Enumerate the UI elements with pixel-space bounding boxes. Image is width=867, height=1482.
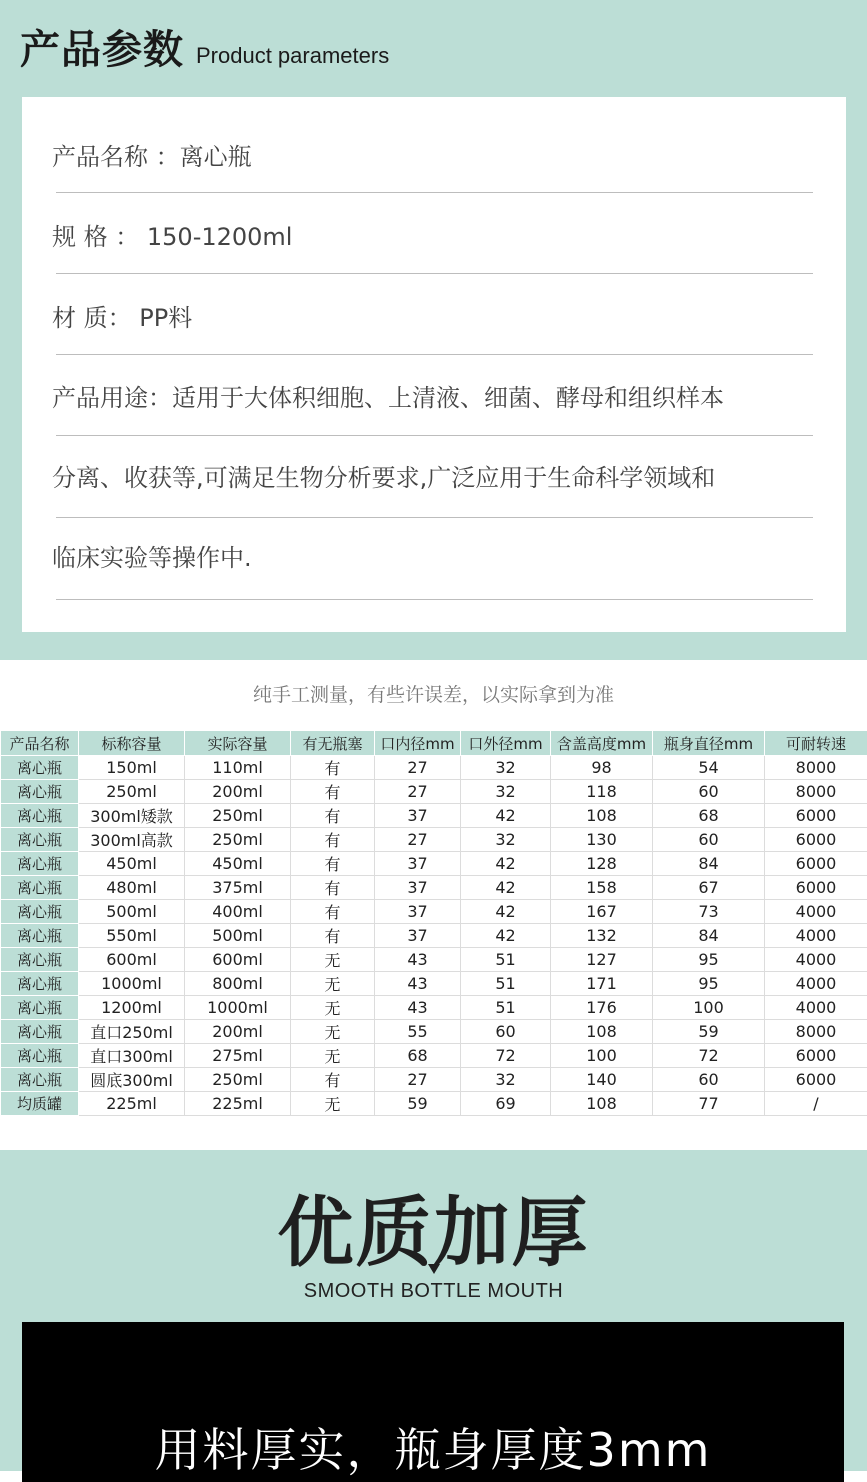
table-cell: 72 [653, 1044, 765, 1068]
table-row [1, 948, 867, 972]
table-cell: 直口250ml [79, 1020, 185, 1044]
feature-title: 优质加厚 [0, 1172, 867, 1281]
section-title [20, 18, 389, 75]
product-name-cell: 离心瓶 [1, 1020, 79, 1044]
table-cell: 800ml [185, 972, 291, 996]
product-name-cell: 离心瓶 [1, 1068, 79, 1092]
table-cell: 250ml [185, 828, 291, 852]
table-cell: 51 [461, 948, 551, 972]
table-cell: 250ml [79, 780, 185, 804]
table-cell: 27 [375, 780, 461, 804]
table-cell: 32 [461, 828, 551, 852]
table-cell: 1000ml [79, 972, 185, 996]
table-cell: 167 [551, 900, 653, 924]
product-name-cell: 离心瓶 [1, 1044, 79, 1068]
product-name-cell: 均质罐 [1, 1092, 79, 1116]
table-cell: 4000 [765, 924, 867, 948]
table-cell: 108 [551, 1092, 653, 1116]
table-cell: 有 [291, 1068, 375, 1092]
table-cell: 51 [461, 996, 551, 1020]
table-cell: 130 [551, 828, 653, 852]
product-name-cell: 离心瓶 [1, 780, 79, 804]
table-cell: 42 [461, 804, 551, 828]
table-cell: 60 [653, 1068, 765, 1092]
table-cell: 95 [653, 972, 765, 996]
table-row [1, 852, 867, 876]
table-cell: 98 [551, 756, 653, 780]
table-cell: 600ml [185, 948, 291, 972]
spec-material: 材 质： PP料 [52, 298, 822, 333]
product-name-cell: 离心瓶 [1, 972, 79, 996]
table-cell: 1000ml [185, 996, 291, 1020]
table-cell: 6000 [765, 804, 867, 828]
table-cell: 43 [375, 948, 461, 972]
table-cell: 550ml [79, 924, 185, 948]
table-cell: 4000 [765, 900, 867, 924]
table-cell: 73 [653, 900, 765, 924]
table-cell: 84 [653, 852, 765, 876]
table-row [1, 1044, 867, 1068]
table-row [1, 828, 867, 852]
column-header: 口外径mm [461, 731, 551, 756]
table-cell: 有 [291, 900, 375, 924]
feature-subtitle: SMOOTH BOTTLE MOUTH [0, 1280, 867, 1303]
table-cell: 140 [551, 1068, 653, 1092]
parameters-table-wrap [0, 730, 867, 1116]
table-cell: 37 [375, 876, 461, 900]
table-cell: 225ml [185, 1092, 291, 1116]
column-header: 口内径mm [375, 731, 461, 756]
table-cell: 158 [551, 876, 653, 900]
table-cell: 有 [291, 804, 375, 828]
product-name-cell: 离心瓶 [1, 924, 79, 948]
product-name-cell: 离心瓶 [1, 900, 79, 924]
table-cell: 55 [375, 1020, 461, 1044]
table-cell: 171 [551, 972, 653, 996]
table-cell: / [765, 1092, 867, 1116]
table-cell: 42 [461, 900, 551, 924]
table-cell: 225ml [79, 1092, 185, 1116]
table-row [1, 780, 867, 804]
table-cell: 4000 [765, 948, 867, 972]
table-cell: 100 [551, 1044, 653, 1068]
table-cell: 37 [375, 900, 461, 924]
table-row [1, 972, 867, 996]
table-cell: 42 [461, 924, 551, 948]
product-name-cell: 离心瓶 [1, 996, 79, 1020]
column-header: 标称容量 [79, 731, 185, 756]
column-header: 瓶身直径mm [653, 731, 765, 756]
spec-usage-line-3: 临床实验等操作中. [52, 538, 822, 573]
table-cell: 无 [291, 1092, 375, 1116]
table-cell: 176 [551, 996, 653, 1020]
table-cell: 42 [461, 852, 551, 876]
table-cell: 300ml高款 [79, 828, 185, 852]
table-cell: 无 [291, 996, 375, 1020]
divider [56, 273, 813, 274]
table-cell: 42 [461, 876, 551, 900]
table-cell: 51 [461, 972, 551, 996]
section-title-zh: 产品参数 [20, 18, 184, 75]
spec-usage-line-1: 产品用途：适用于大体积细胞、上清液、细菌、酵母和组织样本 [52, 378, 822, 413]
table-cell: 200ml [185, 1020, 291, 1044]
table-cell: 60 [653, 780, 765, 804]
table-cell: 27 [375, 1068, 461, 1092]
table-cell: 118 [551, 780, 653, 804]
divider [56, 354, 813, 355]
product-name-cell: 离心瓶 [1, 756, 79, 780]
table-header-row [1, 731, 867, 756]
table-cell: 450ml [185, 852, 291, 876]
table-cell: 250ml [185, 804, 291, 828]
table-cell: 6000 [765, 1068, 867, 1092]
table-cell: 8000 [765, 780, 867, 804]
table-cell: 无 [291, 972, 375, 996]
feature-banner-text: 用料厚实，瓶身厚度3mm [22, 1414, 844, 1480]
table-cell: 450ml [79, 852, 185, 876]
table-cell: 8000 [765, 756, 867, 780]
divider [56, 435, 813, 436]
table-cell: 127 [551, 948, 653, 972]
table-cell: 37 [375, 924, 461, 948]
table-cell: 77 [653, 1092, 765, 1116]
table-cell: 27 [375, 828, 461, 852]
table-cell: 100 [653, 996, 765, 1020]
table-cell: 84 [653, 924, 765, 948]
table-cell: 72 [461, 1044, 551, 1068]
spec-product-name: 产品名称 ：离心瓶 [52, 137, 822, 172]
column-header: 产品名称 [1, 731, 79, 756]
table-cell: 95 [653, 948, 765, 972]
table-row [1, 900, 867, 924]
table-cell: 68 [375, 1044, 461, 1068]
table-cell: 132 [551, 924, 653, 948]
product-name-cell: 离心瓶 [1, 876, 79, 900]
table-cell: 32 [461, 780, 551, 804]
table-cell: 8000 [765, 1020, 867, 1044]
table-cell: 59 [375, 1092, 461, 1116]
table-cell: 108 [551, 1020, 653, 1044]
table-cell: 32 [461, 1068, 551, 1092]
table-cell: 有 [291, 780, 375, 804]
product-name-cell: 离心瓶 [1, 948, 79, 972]
table-cell: 108 [551, 804, 653, 828]
product-name-cell: 离心瓶 [1, 804, 79, 828]
triangle-down-icon [428, 1264, 440, 1274]
table-cell: 500ml [79, 900, 185, 924]
table-cell: 400ml [185, 900, 291, 924]
column-header: 有无瓶塞 [291, 731, 375, 756]
table-cell: 圆底300ml [79, 1068, 185, 1092]
specs-card [22, 97, 846, 632]
table-cell: 无 [291, 1044, 375, 1068]
table-cell: 6000 [765, 852, 867, 876]
table-row [1, 1068, 867, 1092]
table-cell: 150ml [79, 756, 185, 780]
table-cell: 6000 [765, 1044, 867, 1068]
table-cell: 67 [653, 876, 765, 900]
table-cell: 直口300ml [79, 1044, 185, 1068]
table-cell: 有 [291, 756, 375, 780]
table-cell: 60 [653, 828, 765, 852]
product-name-cell: 离心瓶 [1, 852, 79, 876]
table-cell: 4000 [765, 996, 867, 1020]
table-cell: 无 [291, 1020, 375, 1044]
table-cell: 27 [375, 756, 461, 780]
table-cell: 4000 [765, 972, 867, 996]
table-cell: 600ml [79, 948, 185, 972]
table-cell: 43 [375, 972, 461, 996]
feature-banner [22, 1322, 844, 1482]
table-row [1, 1092, 867, 1116]
table-cell: 1200ml [79, 996, 185, 1020]
section-title-en: Product parameters [196, 43, 389, 69]
table-row [1, 804, 867, 828]
feature-section [0, 1150, 867, 1471]
table-cell: 300ml矮款 [79, 804, 185, 828]
table-cell: 32 [461, 756, 551, 780]
table-cell: 6000 [765, 876, 867, 900]
column-header: 含盖高度mm [551, 731, 653, 756]
table-cell: 60 [461, 1020, 551, 1044]
table-cell: 无 [291, 948, 375, 972]
table-cell: 37 [375, 852, 461, 876]
table-row [1, 996, 867, 1020]
table-cell: 有 [291, 852, 375, 876]
table-cell: 有 [291, 828, 375, 852]
table-cell: 69 [461, 1092, 551, 1116]
spec-size: 规 格 ： 150-1200ml [52, 217, 822, 252]
table-cell: 68 [653, 804, 765, 828]
table-row [1, 756, 867, 780]
divider [56, 599, 813, 600]
table-cell: 275ml [185, 1044, 291, 1068]
table-cell: 54 [653, 756, 765, 780]
divider [56, 517, 813, 518]
measurement-note: 纯手工测量，有些许误差，以实际拿到为准 [0, 680, 867, 707]
product-parameters-section [0, 0, 867, 660]
product-name-cell: 离心瓶 [1, 828, 79, 852]
column-header: 可耐转速 [765, 731, 867, 756]
table-body [1, 756, 867, 1116]
table-row [1, 1020, 867, 1044]
table-cell: 37 [375, 804, 461, 828]
table-cell: 500ml [185, 924, 291, 948]
table-cell: 有 [291, 876, 375, 900]
table-cell: 110ml [185, 756, 291, 780]
table-cell: 59 [653, 1020, 765, 1044]
table-cell: 200ml [185, 780, 291, 804]
divider [56, 192, 813, 193]
column-header: 实际容量 [185, 731, 291, 756]
parameters-table [0, 730, 867, 1116]
table-row [1, 876, 867, 900]
spec-usage-line-2: 分离、收获等,可满足生物分析要求,广泛应用于生命科学领域和 [52, 458, 822, 493]
table-cell: 43 [375, 996, 461, 1020]
table-cell: 480ml [79, 876, 185, 900]
table-cell: 250ml [185, 1068, 291, 1092]
table-row [1, 924, 867, 948]
table-cell: 有 [291, 924, 375, 948]
table-cell: 128 [551, 852, 653, 876]
table-cell: 6000 [765, 828, 867, 852]
table-cell: 375ml [185, 876, 291, 900]
